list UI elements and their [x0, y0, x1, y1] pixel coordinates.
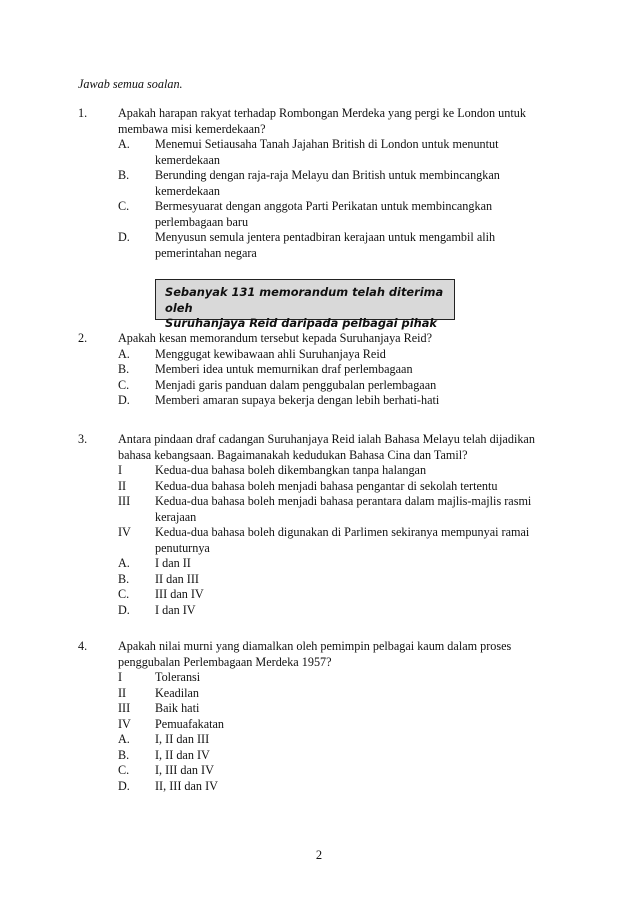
question-number: 2. — [78, 331, 88, 345]
statement-ii: Kedua-dua bahasa boleh menjadi bahasa pengantar di sekolah tertentu — [155, 478, 498, 493]
option-c[interactable]: Bermesyuarat dengan anggota Parti Perikatan untuk membincangkan — [155, 199, 493, 213]
statement-i: Kedua-dua bahasa boleh dikembangkan tanpa halangan — [155, 463, 427, 477]
option-label: A. — [118, 346, 130, 361]
option-a: kemerdekaan — [155, 152, 220, 167]
question-number: 4. — [78, 639, 88, 653]
question-2 — [0, 331, 638, 409]
question-stem: Apakah nilai murni yang diamalkan oleh pemimpin pelbagai kaum dalam proses — [118, 639, 512, 653]
option-b[interactable]: Berunding dengan raja-raja Melayu dan British untuk membincangkan — [155, 168, 500, 182]
statement-label: III — [118, 701, 131, 715]
statement-i: Toleransi — [155, 670, 201, 684]
statement-label: IV — [118, 525, 131, 539]
option-c[interactable]: III dan IV — [155, 587, 204, 601]
option-label: D. — [118, 778, 130, 793]
statement-label: III — [118, 494, 131, 508]
option-label: B. — [118, 747, 130, 762]
question-number: 3. — [78, 432, 88, 446]
option-a[interactable]: I dan II — [155, 556, 191, 570]
statement-label: I — [118, 463, 123, 477]
statement-label: I — [118, 670, 123, 684]
page-number: 2 — [315, 848, 323, 862]
option-label: D. — [118, 393, 130, 407]
option-label: C. — [118, 377, 130, 392]
option-d[interactable]: II, III dan IV — [155, 778, 218, 793]
stimulus-box — [155, 279, 455, 330]
option-a[interactable]: Menggugat kewibawaan ahli Suruhanjaya Reid — [155, 346, 386, 361]
option-a[interactable]: Menemui Setiausaha Tanah Jajahan British di London untuk menuntut — [155, 137, 499, 151]
statement-iii: Baik hati — [155, 701, 200, 715]
question-stem: Apakah harapan rakyat terhadap Rombongan Merdeka yang pergi ke London untuk — [118, 106, 526, 120]
question-stem: penggubalan Perlembagaan Merdeka 1957? — [118, 654, 332, 669]
stimulus-line: Sebanyak 131 memorandum telah diterima oleh — [165, 285, 444, 315]
statement-label: II — [118, 478, 127, 493]
option-b[interactable]: II dan III — [155, 571, 199, 586]
option-label: C. — [118, 199, 130, 213]
statement-label: II — [118, 685, 127, 700]
question-stem: membawa misi kemerdekaan? — [118, 121, 266, 136]
option-c: perlembagaan baru — [155, 214, 249, 229]
question-stem: bahasa kebangsaan. Bagaimanakah kedudukan Bahasa Cina dan Tamil? — [118, 447, 468, 462]
statement-iii: kerajaan — [155, 509, 197, 524]
instruction: Jawab semua soalan. — [78, 77, 183, 91]
option-label: C. — [118, 763, 130, 777]
option-d[interactable]: Menyusun semula jentera pentadbiran kerajaan untuk mengambil alih — [155, 230, 496, 244]
option-d: pemerintahan negara — [155, 245, 257, 260]
option-label: B. — [118, 571, 130, 586]
statement-label: IV — [118, 716, 131, 731]
question-stem: Antara pindaan draf cadangan Suruhanjaya Reid ialah Bahasa Melayu telah dijadikan — [118, 432, 535, 446]
question-stem: Apakah kesan memorandum tersebut kepada Suruhanjaya Reid? — [118, 331, 433, 345]
option-label: A. — [118, 732, 130, 746]
option-label: A. — [118, 137, 130, 151]
option-a[interactable]: I, II dan III — [155, 732, 210, 746]
statement-ii: Keadilan — [155, 685, 199, 700]
option-label: A. — [118, 556, 130, 570]
option-label: D. — [118, 230, 130, 244]
question-1 — [0, 106, 638, 261]
option-label: C. — [118, 587, 130, 601]
option-d[interactable]: I dan IV — [155, 602, 196, 617]
option-label: D. — [118, 602, 130, 617]
question-4 — [0, 639, 638, 794]
option-label: B. — [118, 168, 130, 182]
option-c[interactable]: Menjadi garis panduan dalam penggubalan perlembagaan — [155, 377, 437, 392]
question-3 — [0, 432, 638, 618]
question-number: 1. — [78, 106, 88, 120]
statement-iii: Kedua-dua bahasa boleh menjadi bahasa perantara dalam majlis-majlis rasmi — [155, 494, 532, 508]
option-c[interactable]: I, III dan IV — [155, 763, 214, 777]
option-b[interactable]: I, II dan IV — [155, 747, 210, 762]
statement-iv: Pemuafakatan — [155, 716, 225, 731]
option-b[interactable]: Memberi idea untuk memurnikan draf perlembagaan — [155, 362, 413, 376]
statement-iv: Kedua-dua bahasa boleh digunakan di Parlimen sekiranya mempunyai ramai — [155, 525, 530, 539]
option-label: B. — [118, 362, 130, 376]
stimulus-line: Suruhanjaya Reid daripada pelbagai pihak — [165, 316, 437, 330]
option-b: kemerdekaan — [155, 183, 220, 198]
option-d[interactable]: Memberi amaran supaya bekerja dengan lebih berhati-hati — [155, 393, 440, 407]
statement-iv: penuturnya — [155, 540, 210, 555]
